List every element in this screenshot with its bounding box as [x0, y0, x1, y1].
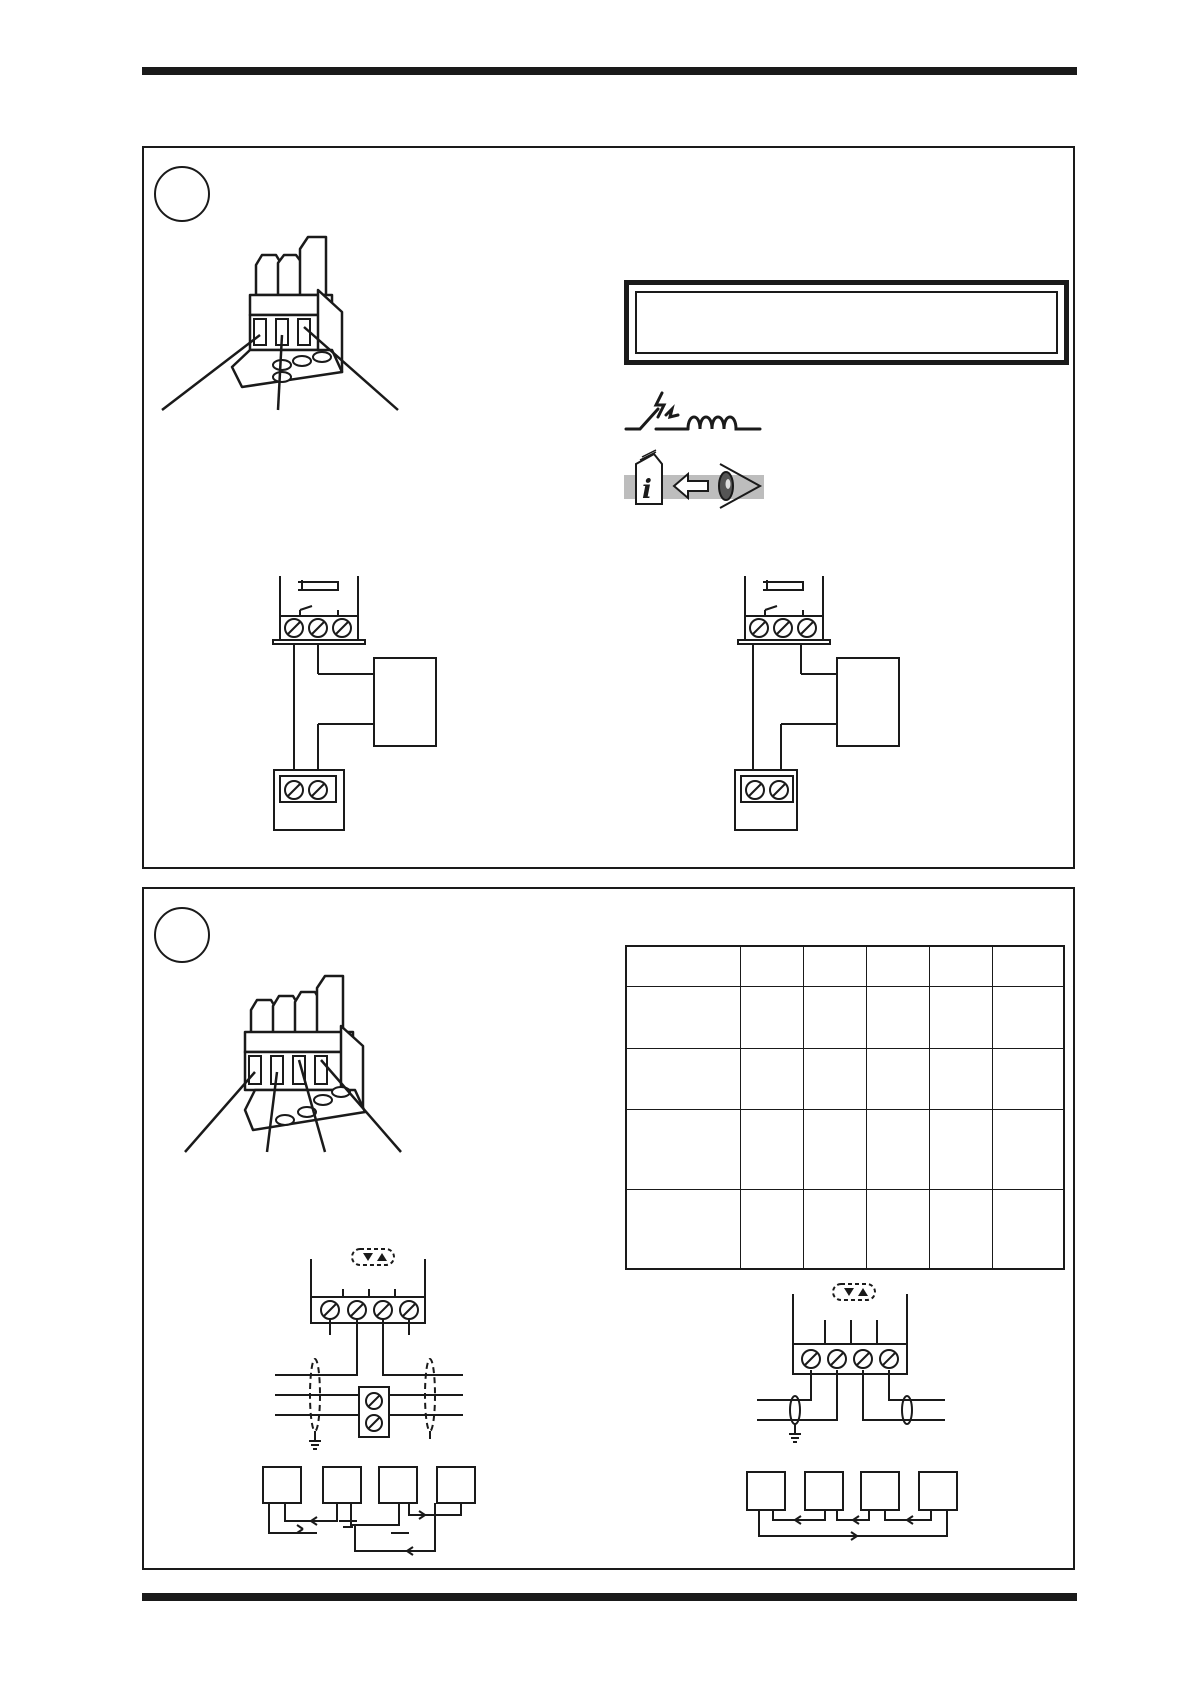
table-cell — [626, 1048, 741, 1109]
table-cell — [993, 986, 1065, 1048]
table-cell — [804, 1048, 867, 1109]
table-cell — [867, 1048, 930, 1109]
table-cell — [867, 986, 930, 1048]
top-rule — [142, 67, 1077, 75]
table-cell — [993, 1109, 1065, 1189]
table-cell — [804, 946, 867, 986]
bus-wiring-diagram-right — [745, 1280, 985, 1550]
bottom-rule — [142, 1593, 1077, 1601]
warning-box — [624, 280, 1069, 365]
step-marker — [154, 907, 210, 963]
read-manual-icon — [636, 450, 662, 505]
table-cell — [804, 1189, 867, 1269]
table-cell — [741, 1048, 804, 1109]
table-cell — [867, 1189, 930, 1269]
table-cell — [804, 1109, 867, 1189]
table-cell — [626, 986, 741, 1048]
bus-indicator-icon — [352, 1249, 394, 1265]
relay-wiring-diagram-right — [735, 570, 915, 840]
table-cell — [930, 1109, 993, 1189]
table-cell — [741, 1189, 804, 1269]
table-cell — [804, 986, 867, 1048]
table-cell — [626, 1189, 741, 1269]
svg-text:i: i — [642, 475, 652, 505]
switch-spark-coil-icon — [624, 385, 764, 435]
bus-wiring-diagram-left — [255, 1245, 495, 1555]
table-cell — [741, 946, 804, 986]
relay-wiring-diagram-left — [270, 570, 450, 840]
warning-box-inner — [635, 291, 1058, 354]
table-cell — [930, 986, 993, 1048]
table-row — [626, 1109, 1064, 1189]
compat-table — [625, 945, 1065, 1270]
table-cell — [930, 1048, 993, 1109]
table-cell — [626, 1109, 741, 1189]
connector-3-pin-icon — [150, 235, 410, 415]
read-manual-symbol — [624, 450, 764, 512]
table-row — [626, 1048, 1064, 1109]
table-cell — [993, 1189, 1065, 1269]
table-cell — [741, 1109, 804, 1189]
table-cell — [993, 946, 1065, 986]
table-cell — [930, 1189, 993, 1269]
table-cell — [867, 1109, 930, 1189]
table-row — [626, 986, 1064, 1048]
table-cell — [993, 1048, 1065, 1109]
table-cell — [930, 946, 993, 986]
table-row — [626, 946, 1064, 986]
table-cell — [741, 986, 804, 1048]
table-row — [626, 1189, 1064, 1269]
connector-4-pin-icon — [175, 960, 425, 1160]
step-marker — [154, 166, 210, 222]
table-cell — [867, 946, 930, 986]
bus-indicator-icon — [833, 1284, 875, 1300]
table-cell — [626, 946, 741, 986]
